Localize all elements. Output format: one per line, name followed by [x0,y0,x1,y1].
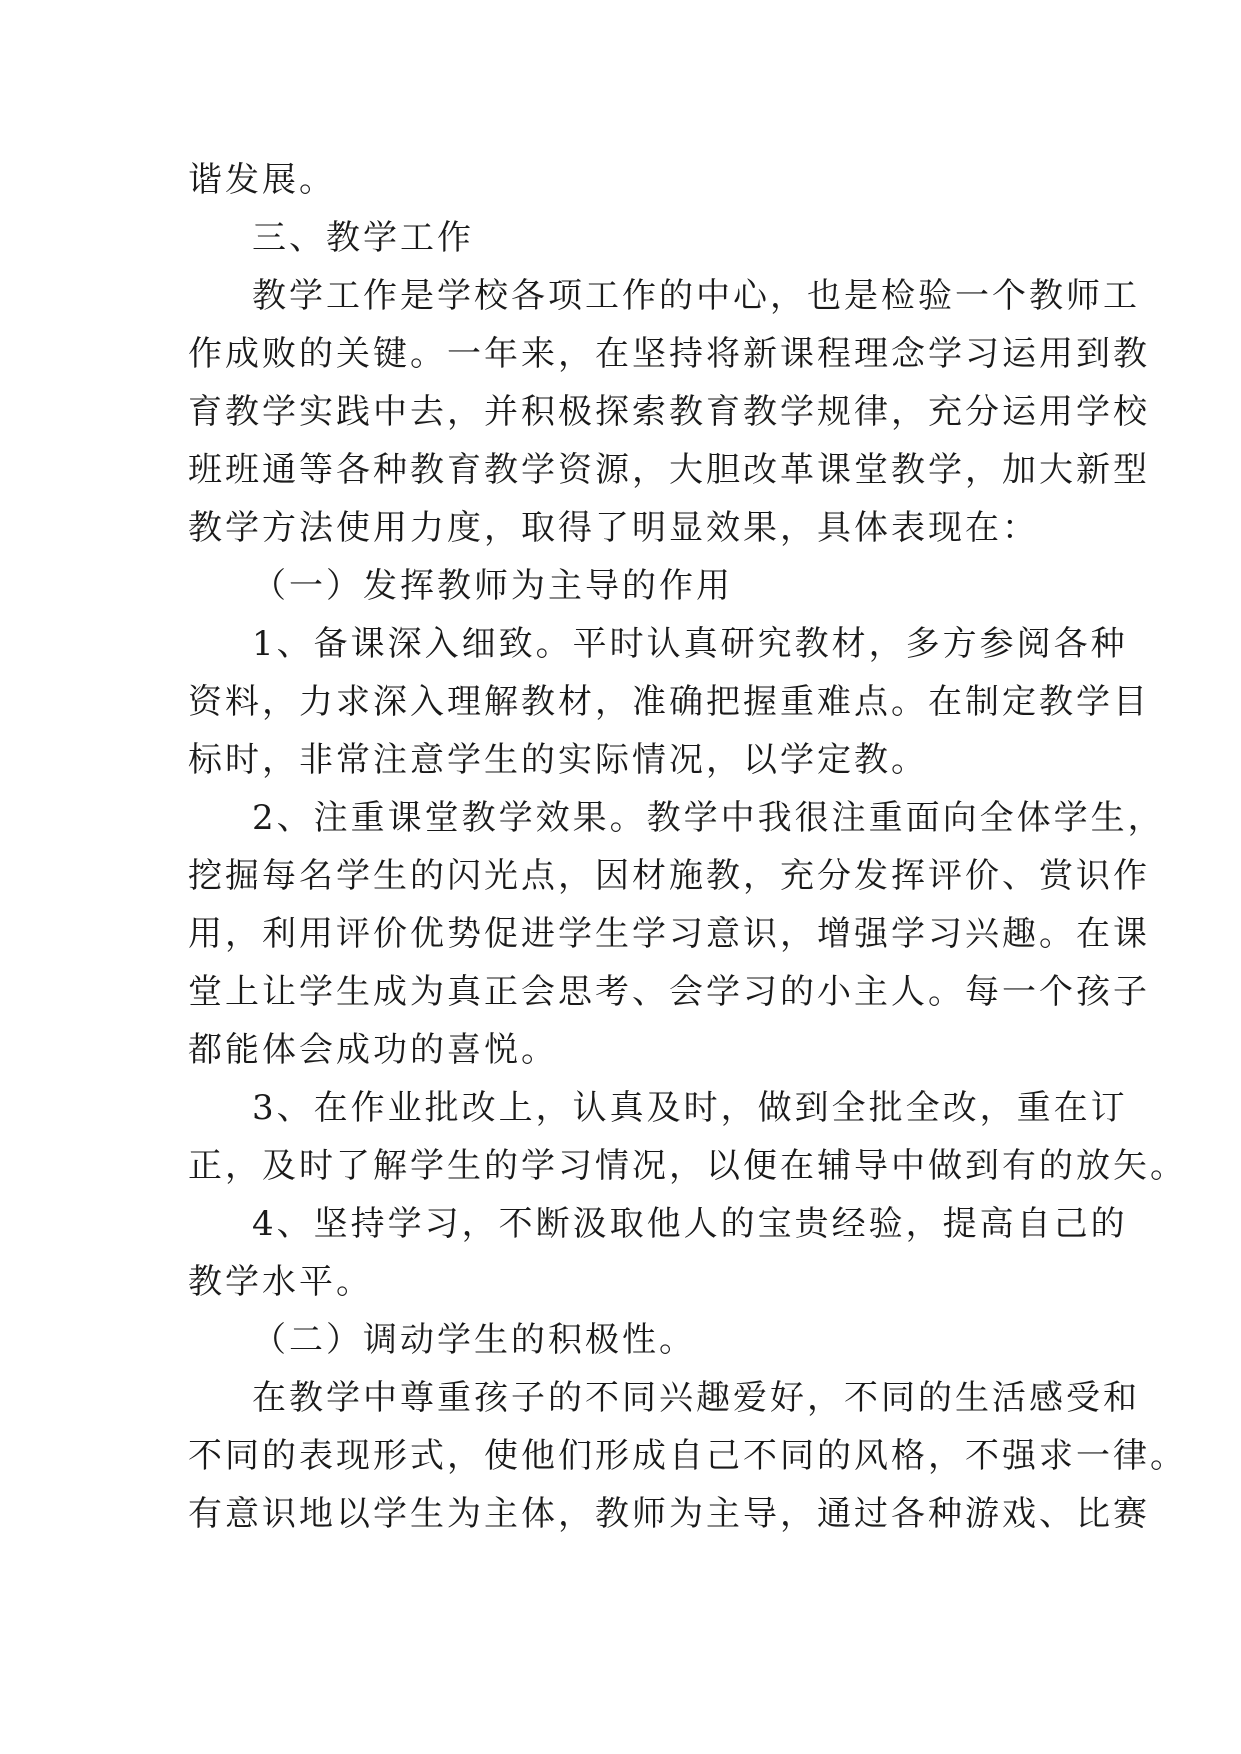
paragraph-line: 不同的表现形式，使他们形成自己不同的风格，不强求一律。 [188,1436,1187,1476]
paragraph-line: 谐发展。 [188,160,336,200]
paragraph-line: 正，及时了解学生的学习情况，以便在辅导中做到有的放矢。 [188,1146,1187,1186]
paragraph-line: 资料，力求深入理解教材，准确把握重难点。在制定教学目 [188,682,1150,722]
paragraph-line: 挖掘每名学生的闪光点，因材施教，充分发挥评价、赏识作 [188,856,1150,896]
paragraph-line: 都能体会成功的喜悦。 [188,1030,558,1070]
section-heading: 三、教学工作 [252,218,474,258]
paragraph-line: 在教学中尊重孩子的不同兴趣爱好，不同的生活感受和 [252,1378,1140,1418]
paragraph-line: 教学方法使用力度，取得了明显效果，具体表现在： [188,508,1039,548]
paragraph-line: 1、备课深入细致。平时认真研究教材，多方参阅各种 [252,624,1128,664]
paragraph-line: 堂上让学生成为真正会思考、会学习的小主人。每一个孩子 [188,972,1150,1012]
paragraph-line: 作成败的关键。一年来，在坚持将新课程理念学习运用到教 [188,334,1150,374]
paragraph-line: 班班通等各种教育教学资源，大胆改革课堂教学，加大新型 [188,450,1150,490]
paragraph-line: 标时，非常注意学生的实际情况，以学定教。 [188,740,928,780]
paragraph-line: 2、注重课堂教学效果。教学中我很注重面向全体学生， [252,798,1165,838]
subsection-heading: （一）发挥教师为主导的作用 [252,566,733,606]
paragraph-line: 教学水平。 [188,1262,373,1302]
paragraph-line: 教学工作是学校各项工作的中心，也是检验一个教师工 [252,276,1140,316]
paragraph-line: 3、在作业批改上，认真及时，做到全批全改，重在订 [252,1088,1128,1128]
paragraph-line: 4、坚持学习，不断汲取他人的宝贵经验，提高自己的 [252,1204,1128,1244]
paragraph-line: 育教学实践中去，并积极探索教育教学规律，充分运用学校 [188,392,1150,432]
subsection-heading: （二）调动学生的积极性。 [252,1320,696,1360]
paragraph-line: 用，利用评价优势促进学生学习意识，增强学习兴趣。在课 [188,914,1150,954]
paragraph-line: 有意识地以学生为主体，教师为主导，通过各种游戏、比赛 [188,1494,1150,1534]
